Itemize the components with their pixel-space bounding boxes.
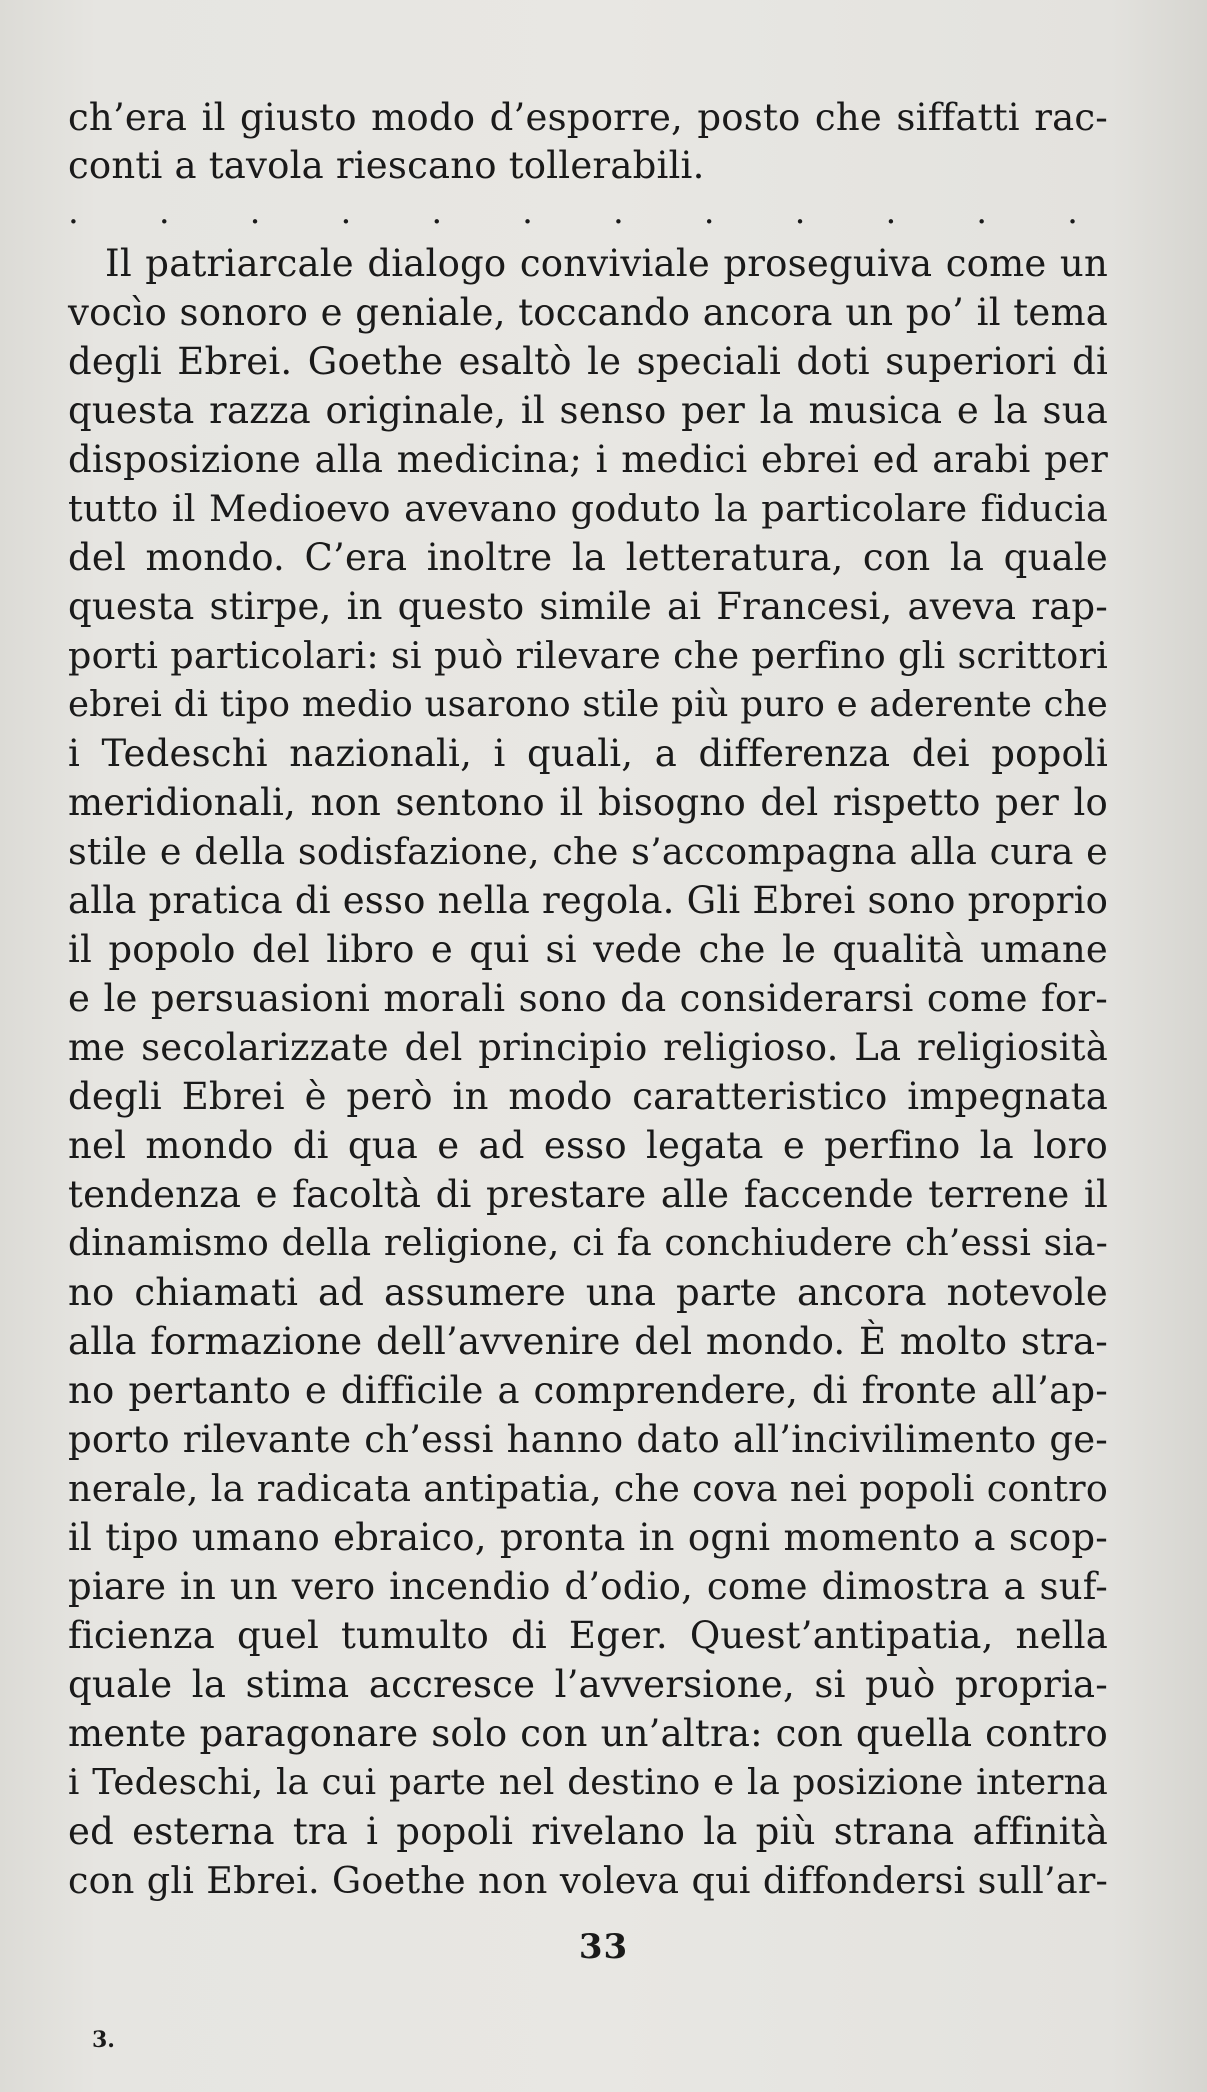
text-line: no pertanto e difficile a comprendere, di fronte all’ap-: [68, 1369, 1108, 1412]
text-line: porti particolari: si può rilevare che perfino gli scrittori: [68, 634, 1108, 677]
text-line: piare in un vero incendio d’odio, come dimostra a suf-: [68, 1565, 1108, 1608]
text-line: meridionali, non sentono il bisogno del rispetto per lo: [68, 781, 1108, 824]
text-line: alla pratica di esso nella regola. Gli Ebrei sono proprio: [68, 879, 1109, 922]
text-line: con gli Ebrei. Goethe non voleva qui diffondersi sull’ar-: [68, 1859, 1108, 1902]
dot: .: [794, 192, 806, 232]
dot: .: [522, 192, 533, 232]
text-line: mente paragonare solo con un’altra: con quella contro: [68, 1712, 1108, 1755]
dot: .: [976, 192, 988, 232]
text-line: alla formazione dell’avvenire del mondo. È molto stra-: [68, 1320, 1108, 1363]
text-line: conti a tavola riescano tollerabili.: [68, 144, 705, 187]
text-line: e le persuasioni morali sono da considerarsi come for-: [68, 977, 1108, 1020]
text-line: nel mondo di qua e ad esso legata e perfino la loro: [68, 1124, 1108, 1167]
text-line: stile e della sodisfazione, che s’accompagna alla cura e: [68, 830, 1108, 873]
text-line: quale la stima accresce l’avversione, si può propria-: [68, 1663, 1108, 1706]
text-line: questa razza originale, il senso per la musica e la sua: [68, 389, 1108, 432]
text-line: ficienza quel tumulto di Eger. Quest’antipatia, nella: [68, 1614, 1108, 1657]
dot: .: [68, 192, 79, 232]
page-number: 33: [578, 1927, 629, 1967]
text-line: ed esterna tra i popoli rivelano la più strana affinità: [68, 1810, 1108, 1853]
text-line: dinamismo della religione, ci fa conchiudere ch’essi sia-: [68, 1223, 1108, 1264]
text-line: tendenza e facoltà di prestare alle faccende terrene il: [68, 1173, 1108, 1216]
signature-mark: 3.: [92, 2027, 115, 2053]
text-line: ch’era il giusto modo d’esporre, posto che siffatti rac-: [68, 96, 1108, 139]
text-line: nerale, la radicata antipatia, che cova nei popoli contro: [68, 1467, 1108, 1510]
dot: .: [703, 192, 715, 232]
text-line: del mondo. C’era inoltre la letteratura, con la quale: [68, 536, 1108, 579]
dot: .: [340, 192, 352, 232]
ellipsis-separator: [68, 192, 1078, 232]
dot: .: [612, 192, 624, 232]
text-line: no chiamati ad assumere una parte ancora notevole: [68, 1271, 1108, 1314]
dot: .: [249, 192, 261, 232]
text-line: degli Ebrei. Goethe esaltò le speciali doti superiori di: [68, 340, 1108, 383]
dot: .: [158, 192, 170, 232]
text-line: ebrei di tipo medio usarono stile più puro e aderente che: [68, 684, 1108, 725]
text-line: questa stirpe, in questo simile ai Francesi, aveva rap-: [68, 585, 1108, 628]
text-line: i Tedeschi, la cui parte nel destino e la posizione interna: [68, 1762, 1108, 1803]
text-line: il popolo del libro e qui si vede che le qualità umane: [68, 928, 1108, 971]
text-line: Il patriarcale dialogo conviviale proseguiva come un: [105, 242, 1108, 285]
text-line: porto rilevante ch’essi hanno dato all’incivilimento ge-: [68, 1418, 1108, 1461]
text-line: me secolarizzate del principio religioso. La religiosità: [68, 1026, 1108, 1069]
dot: .: [1067, 192, 1078, 232]
dot: .: [885, 192, 897, 232]
text-line: degli Ebrei è però in modo caratteristico impegnata: [68, 1075, 1108, 1118]
text-line: vocìo sonoro e geniale, toccando ancora un po’ il tema: [68, 291, 1108, 334]
text-line: i Tedeschi nazionali, i quali, a differenza dei popoli: [68, 732, 1108, 775]
text-line: tutto il Medioevo avevano goduto la particolare fiducia: [68, 487, 1108, 530]
dot: .: [431, 192, 443, 232]
text-line: disposizione alla medicina; i medici ebrei ed arabi per: [68, 438, 1108, 481]
text-line: il tipo umano ebraico, pronta in ogni momento a scop-: [68, 1516, 1108, 1559]
